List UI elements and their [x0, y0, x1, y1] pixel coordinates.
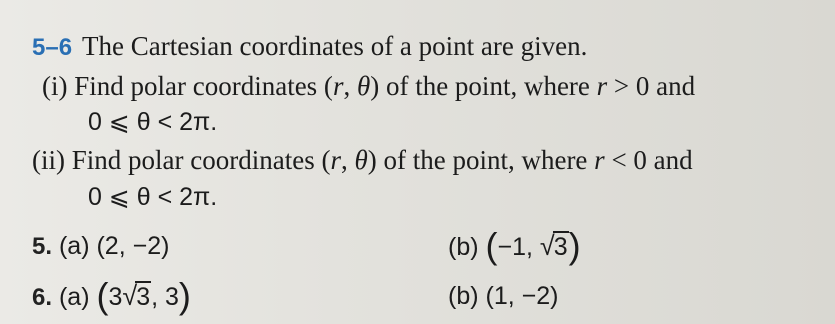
problem-6-b — [448, 280, 558, 312]
part-i-line — [42, 70, 695, 102]
problem-5-b-open-paren: ( — [485, 225, 498, 266]
part-i-theta: θ — [356, 71, 371, 101]
part-i-cond-var: r — [596, 71, 608, 101]
problem-5-b-label: (b) — [448, 233, 479, 261]
intro-statement: The Cartesian coordinates of a point are given. — [82, 31, 588, 61]
problem-6-a-open-paren: ( — [96, 275, 109, 316]
problem-6-a-label: (a) — [58, 283, 90, 311]
problem-5-number: 5. — [32, 233, 53, 260]
problem-6-b-label: (b) — [448, 282, 479, 310]
part-ii-text-mid: ) of the point, where — [367, 145, 595, 175]
part-i-range: 0 ⩽ θ < 2π. — [88, 108, 218, 136]
part-ii-comma: , — [340, 145, 355, 175]
part-i-range-line — [88, 106, 217, 138]
problem-5-a — [32, 230, 169, 263]
part-ii-range: 0 ⩽ θ < 2π. — [88, 183, 218, 211]
problem-6-a-close-paren: ) — [178, 275, 191, 316]
part-ii-cond-var: r — [594, 145, 605, 175]
problem-5-b-prefix: −1, — [497, 233, 540, 261]
problem-6-b-value: (1, −2) — [485, 282, 559, 310]
part-i-r: r — [332, 71, 344, 101]
sqrt-sign: √ — [539, 231, 555, 261]
part-ii-label: (ii) — [32, 145, 65, 175]
part-i-label: (i) — [42, 71, 68, 101]
part-ii-line — [32, 144, 693, 176]
problem-5-a-label: (a) — [58, 232, 90, 260]
part-i-text-mid: ) of the point, where — [370, 71, 597, 101]
intro-line — [32, 30, 587, 64]
part-ii-theta: θ — [354, 145, 368, 175]
part-ii-range-line — [88, 181, 217, 213]
sqrt-sign: √ — [122, 281, 138, 311]
problem-5-a-value: (2, −2) — [96, 232, 170, 260]
part-ii-cond-op: < 0 and — [604, 145, 693, 175]
problem-6-a — [32, 275, 191, 316]
part-i-comma: , — [343, 71, 357, 101]
part-i-cond-op: > 0 and — [607, 71, 696, 101]
part-i-text-before: Find polar coordinates ( — [74, 71, 333, 101]
problem-5-b-sqrt — [540, 230, 569, 263]
part-ii-r: r — [330, 145, 341, 175]
problem-5-b-close-paren: ) — [568, 225, 581, 266]
problem-6-number: 6. — [32, 284, 53, 311]
sqrt-radicand: 3 — [553, 233, 568, 261]
problem-5-b — [448, 225, 581, 266]
problem-6-a-suffix: , 3 — [151, 283, 179, 311]
problem-6-a-sqrt — [122, 280, 151, 313]
problem-6-a-coef: 3 — [108, 283, 123, 311]
sqrt-radicand: 3 — [136, 283, 151, 311]
problem-range-label: 5–6 — [32, 34, 73, 61]
part-ii-text-before: Find polar coordinates ( — [71, 145, 331, 175]
